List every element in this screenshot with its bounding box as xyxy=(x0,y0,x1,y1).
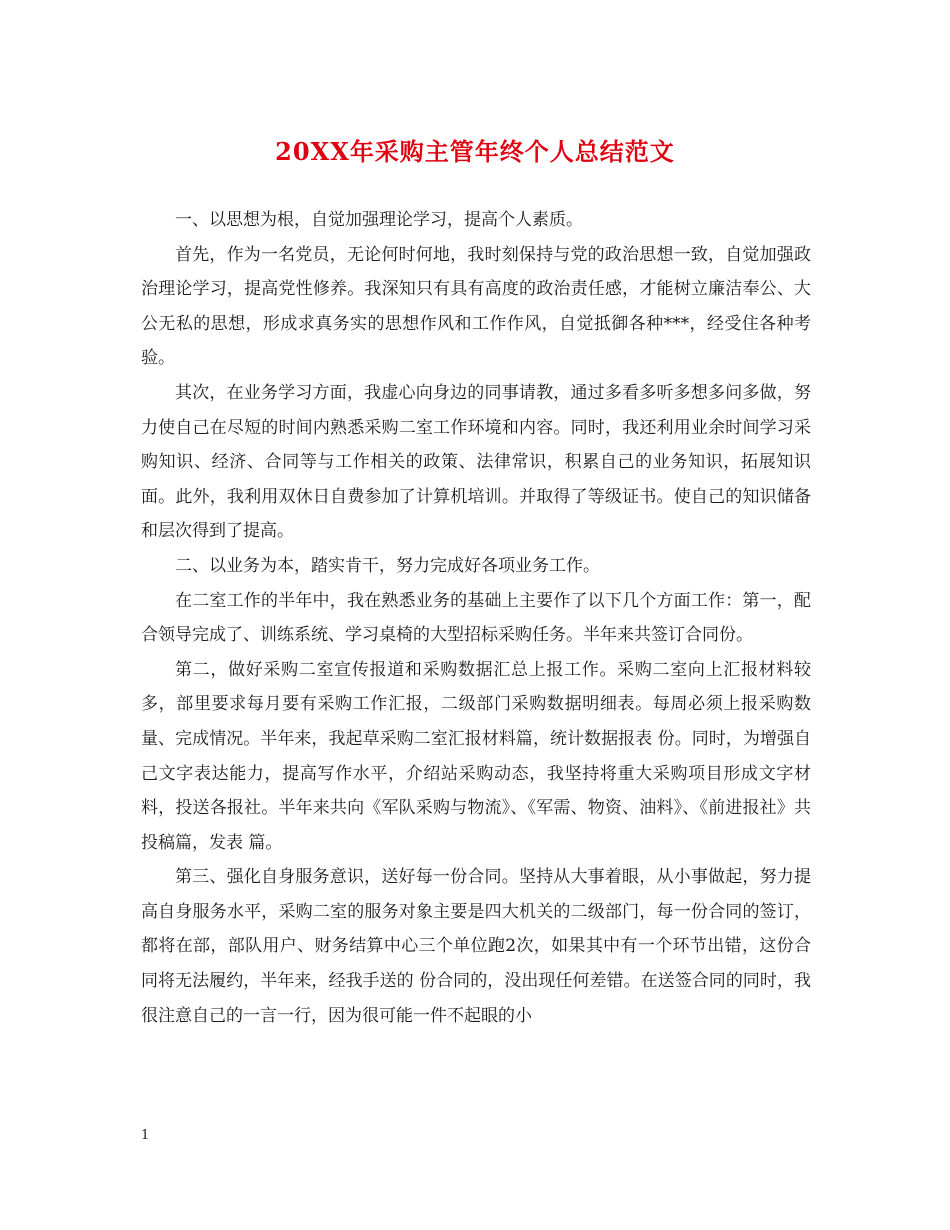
body-paragraph: 在二室工作的半年中，我在熟悉业务的基础上主要作了以下几个方面工作：第一，配合领导完成了、训练系统、学习桌椅的大型招标采购任务。半年来共签订合同份。 xyxy=(141,590,811,646)
document-body xyxy=(141,203,811,1033)
body-paragraph: 一、以思想为根，自觉加强理论学习，提高个人素质。 xyxy=(175,210,583,230)
body-paragraph: 其次，在业务学习方面，我虚心向身边的同事请教，通过多看多听多想多问多做，努力使自己在尽短的时间内熟悉采购二室工作环境和内容。同时，我还利用业余时间学习采购知识、经济、合同等与工作相关的政策、法律常识，积累自己的业务知识，拓展知识面。此外，我利用双休日自费参加了计算机培训。并取得了等级证书。使自己的知识储备和层次得到了提高。 xyxy=(141,382,811,542)
body-paragraph: 第二，做好采购二室宣传报道和采购数据汇总上报工作。采购二室向上汇报材料较多，部里要求每月要有采购工作汇报，二级部门采购数据明细表。每周必须上报采购数量、完成情况。半年来，我起草采购二室汇报材料篇，统计数据报表 份。同时，为增强自己文字表达能力，提高写作水平，介绍站采购动态，我坚持将重大采购项目形成文字材料，投送各报社。半年来共向《军队采购与物流》、《军需、物资、油料》、《前进报社》共投稿篇，发表 篇。 xyxy=(141,659,811,853)
body-paragraph: 首先，作为一名党员，无论何时何地，我时刻保持与党的政治思想一致，自觉加强政治理论学习，提高党性修养。我深知只有具有高度的政治责任感，才能树立廉洁奉公、大公无私的思想，形成求真务实的思想作风和工作作风，自觉抵御各种***，经受住各种考验。 xyxy=(141,244,811,369)
body-paragraph: 第三、强化自身服务意识，送好每一份合同。坚持从大事着眼，从小事做起，努力提高自身服务水平，采购二室的服务对象主要是四大机关的二级部门，每一份合同的签订，都将在部，部队用户、财务结算中心三个单位跑2次，如果其中有一个环节出错，这份合同将无法履约，半年来，经我手送的 份合同的，没出现任何差错。在送签合同的同时，我很注意自己的一言一行，因为很可能一件不起眼的小 xyxy=(141,867,811,1026)
document-title: 20XX年采购主管年终个人总结范文 xyxy=(275,137,675,166)
page-number: 1 xyxy=(141,1128,150,1143)
body-paragraph: 二、以业务为本，踏实肯干，努力完成好各项业务工作。 xyxy=(175,555,600,576)
